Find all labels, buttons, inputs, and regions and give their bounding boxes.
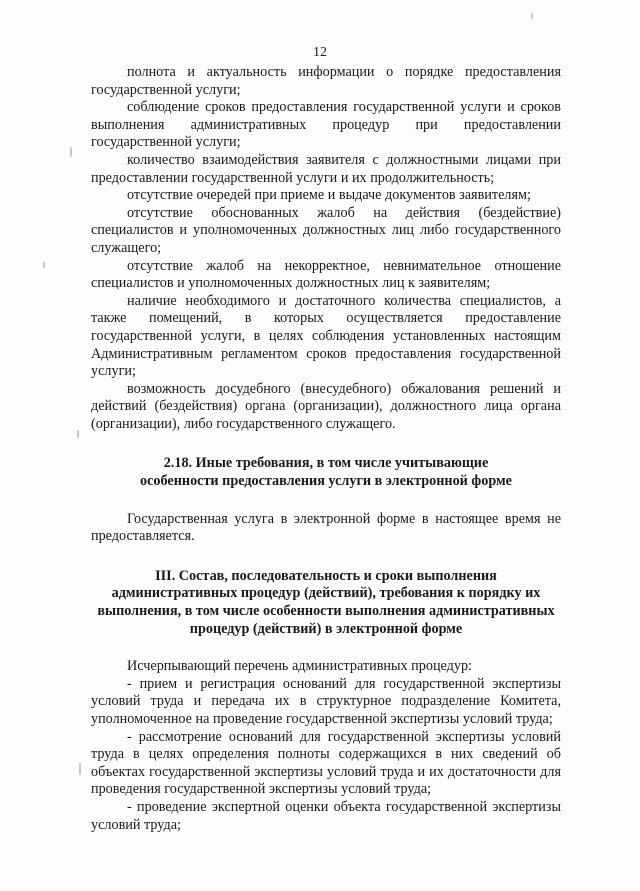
scan-artifact xyxy=(77,430,79,438)
section-2-18-heading-line: 2.18. Иные требования, в том числе учитывающие xyxy=(163,455,489,472)
list-item: наличие необходимого и достаточного количества специалистов, а также помещений, в которых осуществляется предоставление государственной услуги, в целях соблюдения установленных настоящим Административным регламентом сроков предоставления государственной услуги; xyxy=(91,292,561,380)
scan-artifact xyxy=(531,13,533,19)
list-item: отсутствие обоснованных жалоб на действия (бездействие) специалистов и уполномоченных должностных лиц либо государственного служащего; xyxy=(91,204,561,256)
procedure-item: - проведение экспертной оценки объекта государственной экспертизы условий труда; xyxy=(91,798,561,833)
section-3-heading-line: процедур (действий) в электронной форме xyxy=(189,620,463,637)
section-3-heading-line: III. Состав, последовательность и сроки выполнения xyxy=(155,567,497,584)
list-item: количество взаимодействия заявителя с должностными лицами при предоставлении государственной услуги и их продолжительность; xyxy=(91,151,561,186)
list-item: соблюдение сроков предоставления государственной услуги и сроков выполнения административных процедур при предоставлении государственной услуги; xyxy=(91,99,561,151)
section-2-18-heading-line: особенности предоставления услуги в электронной форме xyxy=(140,473,512,490)
procedure-item: - прием и регистрация оснований для государственной экспертизы условий труда и передача их в структурное подразделение Комитета, уполномоченное на проведение государственной экспертизы условий труда; xyxy=(91,675,561,727)
document-body xyxy=(91,64,561,834)
scan-artifact xyxy=(79,763,81,775)
section-2-18-body: Государственная услуга в электронной форме в настоящее время не предоставляется. xyxy=(91,510,561,545)
list-item: отсутствие очередей при приеме и выдаче документов заявителям; xyxy=(127,187,531,204)
section-3-heading-line: административных процедур (действий), требования к порядку их xyxy=(111,585,541,602)
page-number: 12 xyxy=(313,45,327,60)
procedure-item: - рассмотрение оснований для государственной экспертизы условий труда в целях определения полноты содержащихся в них сведений об объектах государственной экспертизы условий труда и их достаточности для проведения государственной экспертизы условий труда; xyxy=(91,728,561,798)
scan-artifact xyxy=(70,147,72,157)
section-3-intro: Исчерпывающий перечень административных процедур: xyxy=(127,658,472,675)
list-item: полнота и актуальность информации о порядке предоставления государственной услуги; xyxy=(91,64,561,98)
list-item: возможность досудебного (внесудебного) обжалования решений и действий (бездействия) органа (организации), должностного лица органа (организации), либо государственного служащего. xyxy=(91,380,561,432)
section-3-heading-line: выполнения, в том числе особенности выполнения административных xyxy=(97,603,555,620)
scan-artifact xyxy=(43,262,45,268)
list-item: отсутствие жалоб на некорректное, невнимательное отношение специалистов и уполномоченных должностных лиц к заявителям; xyxy=(91,257,561,292)
